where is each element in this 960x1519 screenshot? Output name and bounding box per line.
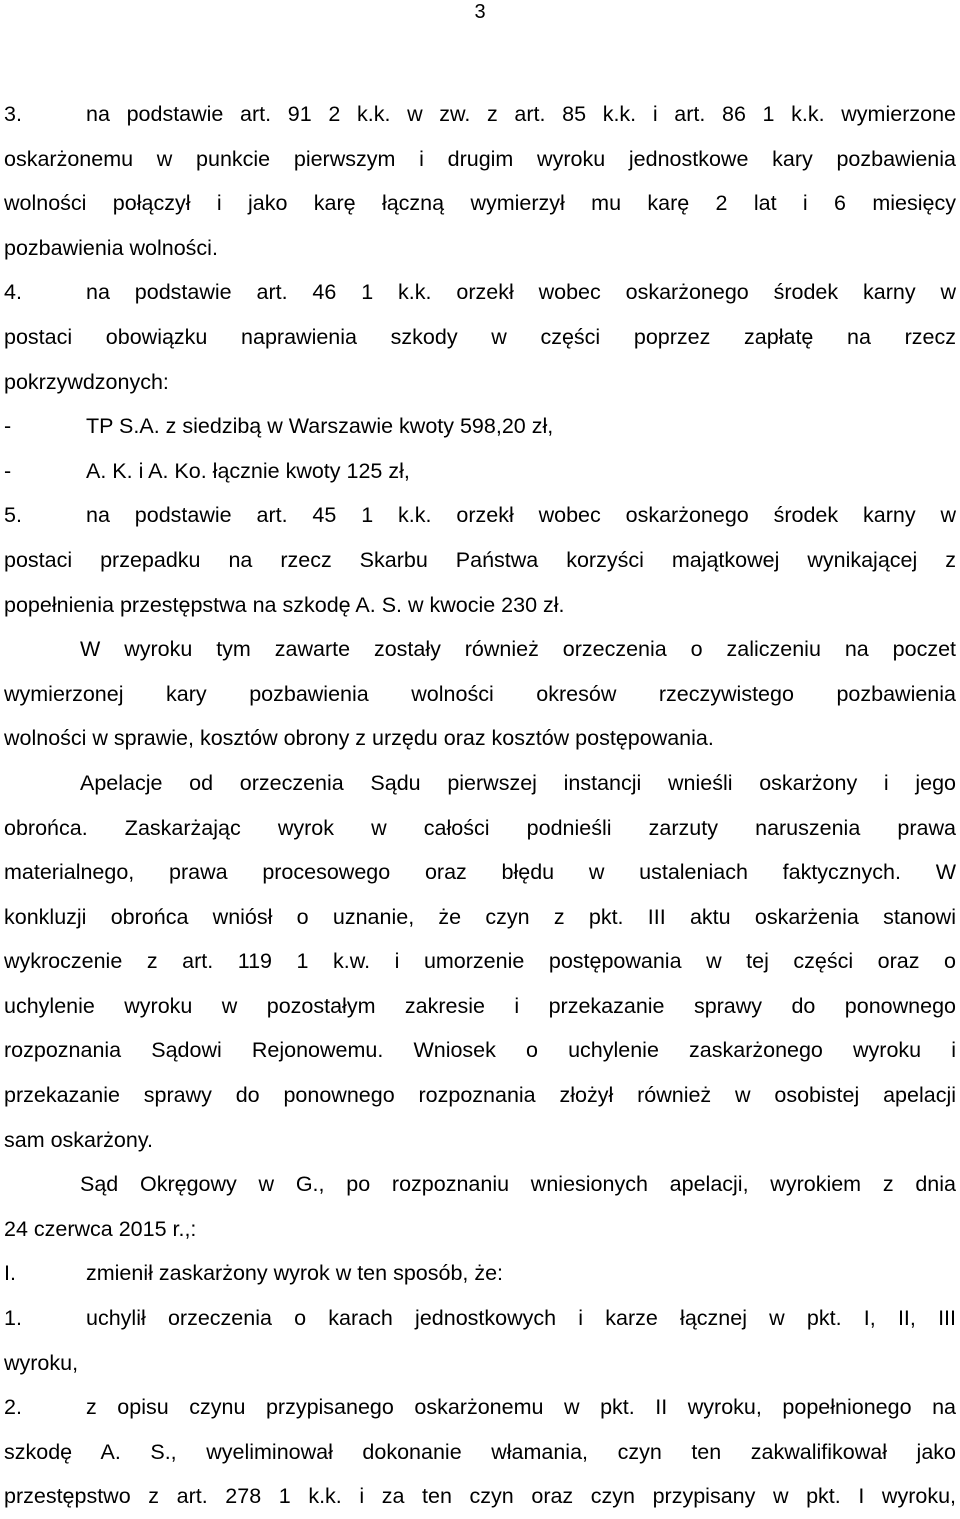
text-line: postaci przepadku na rzecz Skarbu Państwa korzyści majątkowej wynikającej z	[4, 547, 956, 572]
item-number: 2.	[4, 1395, 22, 1420]
dash-marker: -	[4, 414, 12, 439]
text-line: wolności połączył i jako karę łączną wymierzył mu karę 2 lat i 6 miesięcy	[4, 191, 956, 216]
text-line: pozbawienia wolności.	[4, 235, 218, 260]
document-body	[4, 92, 956, 1519]
text-line: oskarżonemu w punkcie pierwszym i drugim wyroku jednostkowe kary pozbawienia	[4, 146, 956, 171]
text-line: zmienił zaskarżony wyrok w ten sposób, że:	[86, 1261, 504, 1286]
text-line: pokrzywdzonych:	[4, 369, 169, 394]
text-line: na podstawie art. 46 1 k.k. orzekł wobec oskarżonego środek karny w	[86, 280, 956, 305]
item-number: I.	[4, 1261, 16, 1286]
text-line: W wyroku tym zawarte zostały również orzeczenia o zaliczeniu na poczet	[80, 637, 956, 662]
list-item-2	[4, 1385, 956, 1430]
list-item-5	[4, 493, 956, 538]
list-item-4	[4, 270, 956, 315]
text-line: postaci obowiązku naprawienia szkody w części poprzez zapłatę na rzecz	[4, 324, 956, 349]
text-line: A. K. i A. Ko. łącznie kwoty 125 zł,	[86, 458, 410, 483]
text-line: rozpoznania Sądowi Rejonowemu. Wniosek o uchylenie zaskarżonego wyroku i	[4, 1038, 956, 1063]
text-line: Apelacje od orzeczenia Sądu pierwszej instancji wnieśli oskarżony i jego	[80, 770, 956, 795]
item-number: 5.	[4, 503, 22, 528]
text-line: materialnego, prawa procesowego oraz błędu w ustaleniach faktycznych. W	[4, 860, 956, 885]
text-line: na podstawie art. 91 2 k.k. w zw. z art. 85 k.k. i art. 86 1 k.k. wymierzone	[86, 102, 956, 126]
item-number: 1.	[4, 1306, 22, 1331]
text-line: z opisu czynu przypisanego oskarżonemu w pkt. II wyroku, popełnionego na	[86, 1395, 956, 1420]
text-line: przekazanie sprawy do ponownego rozpoznania złożył również w osobistej apelacji	[4, 1083, 956, 1108]
text-line: Sąd Okręgowy w G., po rozpoznaniu wniesionych apelacji, wyrokiem z dnia	[80, 1172, 956, 1197]
text-line: przestępstwo z art. 278 1 k.k. i za ten czyn oraz czyn przypisany w pkt. I wyroku,	[4, 1484, 956, 1509]
text-line: uchylenie wyroku w pozostałym zakresie i przekazanie sprawy do ponownego	[4, 993, 956, 1018]
text-line: sam oskarżony.	[4, 1127, 153, 1152]
text-line: popełnienia przestępstwa na szkodę A. S. w kwocie 230 zł.	[4, 592, 565, 617]
text-line: na podstawie art. 45 1 k.k. orzekł wobec oskarżonego środek karny w	[86, 503, 956, 528]
text-line: konkluzji obrońca wniósł o uznanie, że czyn z pkt. III aktu oskarżenia stanowi	[4, 904, 956, 929]
text-line: wymierzonej kary pozbawienia wolności okresów rzeczywistego pozbawienia	[4, 681, 956, 706]
item-number: 4.	[4, 280, 22, 305]
text-line: 24 czerwca 2015 r.,:	[4, 1216, 197, 1241]
page-number: 3	[474, 1, 486, 23]
dash-item	[4, 449, 956, 494]
dash-item	[4, 404, 956, 449]
text-line: szkodę A. S., wyeliminował dokonanie włamania, czyn ten zakwalifikował jako	[4, 1439, 956, 1464]
dash-marker: -	[4, 458, 12, 483]
text-line: obrońca. Zaskarżając wyrok w całości podnieśli zarzuty naruszenia prawa	[4, 815, 956, 840]
text-line: uchylił orzeczenia o karach jednostkowych i karze łącznej w pkt. I, II, III	[86, 1306, 956, 1331]
text-line: wyroku,	[4, 1350, 79, 1375]
item-number: 3.	[4, 102, 22, 126]
text-line: wolności w sprawie, kosztów obrony z urzędu oraz kosztów postępowania.	[4, 726, 714, 751]
list-item-3	[4, 92, 956, 137]
list-item-1	[4, 1296, 956, 1341]
text-line: TP S.A. z siedzibą w Warszawie kwoty 598,20 zł,	[86, 414, 554, 439]
list-item-I	[4, 1251, 956, 1296]
text-line: wykroczenie z art. 119 1 k.w. i umorzenie postępowania w tej części oraz o	[4, 949, 956, 974]
